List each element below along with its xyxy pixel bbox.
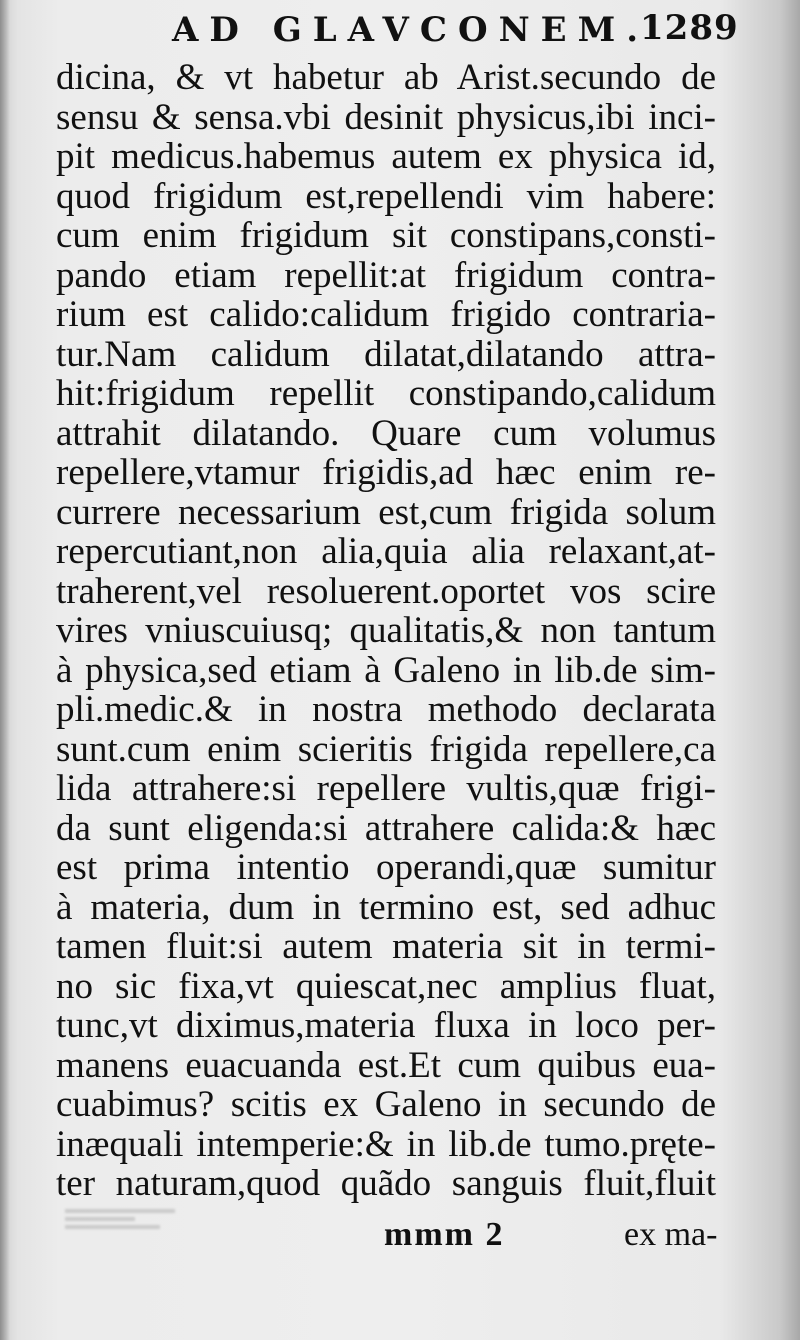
catchword: ex ma-: [624, 1216, 718, 1253]
running-title: AD GLAVCONEM.: [172, 10, 650, 50]
text-line: traherent,vel resoluerent.oportet vos scire: [56, 570, 716, 612]
gutter-shadow: [0, 0, 10, 1340]
text-line: rium est calido:calidum frigido contraria-: [56, 294, 716, 335]
text-line: pit medicus.habemus autem ex physica id,: [56, 136, 716, 177]
text-line: vires vniuscuiusq; qualitatis,& non tantum: [56, 610, 716, 651]
text-line: à physica,sed etiam à Galeno in lib.de sim-: [56, 649, 716, 691]
text-line: cum enim frigidum sit constipans,consti-: [56, 215, 716, 256]
text-line: repellere,vtamur frigidis,ad hæc enim re-: [56, 452, 716, 493]
text-line: quod frigidum est,repellendi vim habere:: [56, 175, 716, 217]
text-line: repercutiant,non alia,quia alia relaxant,at-: [56, 531, 716, 572]
text-line: inæquali intemperie:& in lib.de tumo.pręte-: [56, 1123, 716, 1165]
text-line: à materia, dum in termino est, sed adhuc: [56, 886, 716, 928]
text-line: sunt.cum enim scieritis frigida repellere,ca: [56, 728, 716, 770]
body-text: [56, 58, 716, 1204]
text-line: no sic fixa,vt quiescat,nec amplius fluat,: [56, 965, 716, 1007]
text-line: tunc,vt diximus,materia fluxa in loco per-: [56, 1005, 716, 1046]
page-header: [0, 6, 800, 56]
text-line: manens euacuanda est.Et cum quibus eua-: [56, 1044, 716, 1086]
text-line: hit:frigidum repellit constipando,calidum: [56, 373, 716, 414]
text-line: cuabimus? scitis ex Galeno in secundo de: [56, 1084, 716, 1125]
text-line: currere necessarium est,cum frigida solum: [56, 491, 716, 533]
signature-mark: mmm 2: [384, 1216, 505, 1253]
text-line: da sunt eligenda:si attrahere calida:& hæc: [56, 807, 716, 849]
page-footer: [0, 1212, 800, 1262]
text-line: attrahit dilatando. Quare cum volumus: [56, 412, 716, 454]
text-line: tur.Nam calidum dilatat,dilatando attra-: [56, 333, 716, 375]
text-line: ter naturam,quod quãdo sanguis fluit,fluit: [56, 1163, 716, 1204]
text-line: sensu & sensa.vbi desinit physicus,ibi inci-: [56, 96, 716, 138]
text-line: tamen fluit:si autem materia sit in termi-: [56, 926, 716, 967]
page-number: 1289: [640, 8, 739, 48]
text-line: pli.medic.& in nostra methodo declarata: [56, 689, 716, 730]
text-line: lida attrahere:si repellere vultis,quæ frigi-: [56, 768, 716, 809]
text-line: dicina, & vt habetur ab Arist.secundo de: [56, 57, 716, 98]
text-line: est prima intentio operandi,quæ sumitur: [56, 847, 716, 888]
text-line: pando etiam repellit:at frigidum contra-: [56, 254, 716, 296]
